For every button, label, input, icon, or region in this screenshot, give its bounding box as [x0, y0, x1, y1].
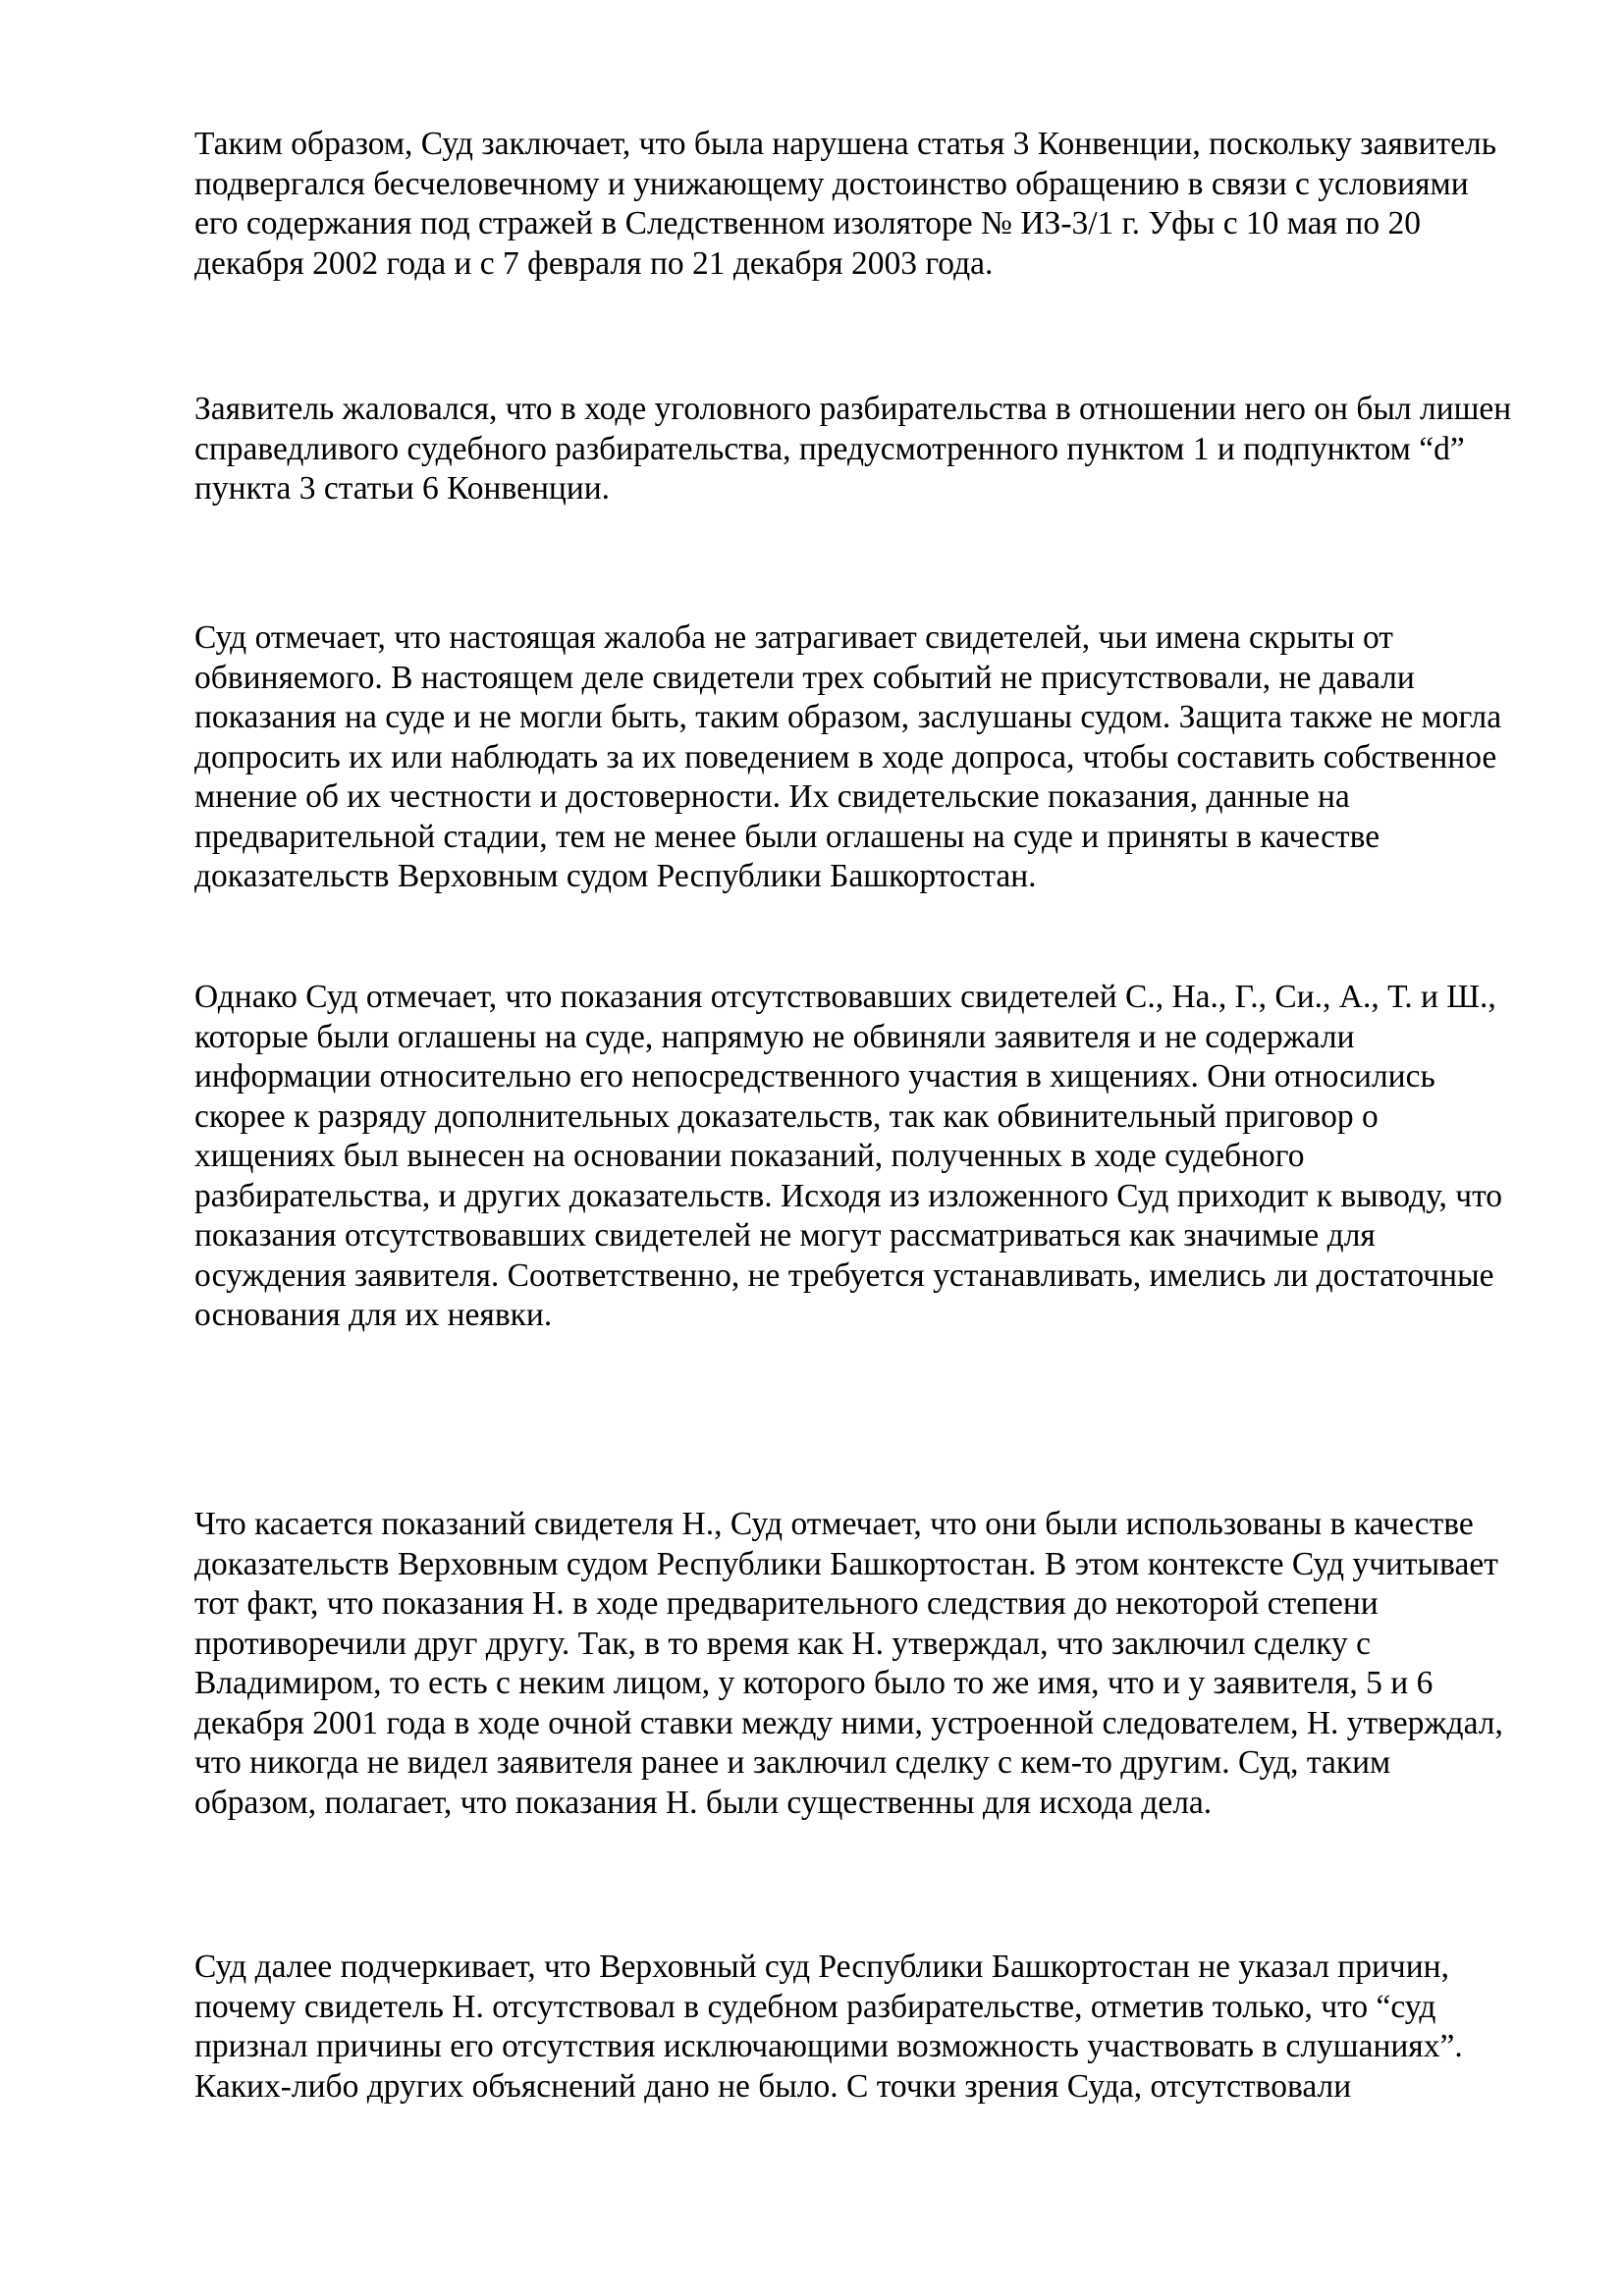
text-line: Суд далее подчеркивает, что Верховный суд Республики Башкортостан не указал причин,	[194, 1949, 1449, 1985]
text-line: образом, полагает, что показания Н. были существенны для исхода дела.	[194, 1784, 1213, 1821]
text-line: допросить их или наблюдать за их поведением в ходе допроса, чтобы составить собственное	[194, 738, 1497, 775]
text-line: Владимиром, то есть с неким лицом, у которого было то же имя, что и у заявителя, 5 и 6	[194, 1665, 1434, 1701]
text-line: пункта 3 статьи 6 Конвенции.	[194, 470, 611, 507]
text-line: показания отсутствовавших свидетелей не могут рассматриваться как значимые для	[194, 1217, 1376, 1254]
text-line: Суд отмечает, что настоящая жалоба не затрагивает свидетелей, чьи имена скрыты от	[194, 619, 1393, 656]
paragraph-absent-witness-statements	[194, 978, 1549, 1336]
paragraph-witnesses-absent	[194, 618, 1549, 897]
paragraph-witness-n-statements	[194, 1505, 1549, 1823]
text-line: хищениях был вынесен на основании показаний, полученных в ходе судебного	[194, 1138, 1305, 1174]
text-line: осуждения заявителя. Соответственно, не требуется устанавливать, имелись ли достаточные	[194, 1256, 1494, 1294]
text-line: обвиняемого. В настоящем деле свидетели трех событий не присутствовали, не давали	[194, 659, 1415, 696]
text-line: Однако Суд отмечает, что показания отсутствовавших свидетелей С., На., Г., Си., А., Т. и Ш.,	[194, 979, 1496, 1015]
text-line: его содержания под стражей в Следственном изоляторе № ИЗ-3/1 г. Уфы с 10 мая по 20	[194, 205, 1421, 241]
text-line: декабря 2002 года и с 7 февраля по 21 декабря 2003 года.	[194, 244, 994, 282]
text-line: основания для их неявки.	[194, 1297, 553, 1333]
text-line: признал причины его отсутствия исключающими возможность участвовать в слушаниях”.	[194, 2028, 1463, 2064]
text-line: скорее к разряду дополнительных доказательств, так как обвинительный приговор о	[194, 1097, 1379, 1135]
text-line: тот факт, что показания Н. в ходе предварительного следствия до некоторой степени	[194, 1585, 1379, 1622]
paragraph-supreme-court-reasons	[194, 1948, 1549, 2107]
text-line: Таким образом, Суд заключает, что была нарушена статья 3 Конвенции, поскольку заявитель	[194, 126, 1497, 162]
paragraph-article-3-conclusion	[194, 125, 1549, 284]
text-line: которые были оглашены на суде, напрямую не обвиняли заявителя и не содержали	[194, 1018, 1355, 1055]
text-line: что никогда не видел заявителя ранее и заключил сделку с кем-то другим. Суд, таким	[194, 1744, 1391, 1781]
text-line: подвергался бесчеловечному и унижающему достоинство обращению в связи с условиями	[194, 165, 1469, 202]
text-line: Каких-либо других объяснений дано не было. С точки зрения Суда, отсутствовали	[194, 2067, 1352, 2105]
text-line: почему свидетель Н. отсутствовал в судебном разбирательстве, отметив только, что “суд	[194, 1988, 1436, 2025]
text-line: предварительной стадии, тем не менее были оглашены на суде и приняты в качестве	[194, 818, 1380, 855]
text-line: показания на суде и не могли быть, таким образом, заслушаны судом. Защита также не могла	[194, 699, 1502, 735]
text-line: противоречили друг другу. Так, в то время как Н. утверждал, что заключил сделку с	[194, 1625, 1372, 1662]
paragraph-article-6-complaint	[194, 390, 1549, 509]
text-line: информации относительно его непосредственного участия в хищениях. Они относились	[194, 1058, 1435, 1095]
text-line: мнение об их честности и достоверности. Их свидетельские показания, данные на	[194, 778, 1350, 815]
text-line: разбирательства, и других доказательств. Исходя из изложенного Суд приходит к выводу, что	[194, 1177, 1503, 1214]
text-line: Что касается показаний свидетеля Н., Суд отмечает, что они были использованы в качестве	[194, 1506, 1474, 1542]
text-line: Заявитель жаловался, что в ходе уголовного разбирательства в отношении него он был лишен	[194, 391, 1512, 427]
text-line: доказательств Верховным судом Республики Башкортостан. В этом контексте Суд учитывает	[194, 1545, 1498, 1582]
text-line: доказательств Верховным судом Республики Башкортостан.	[194, 858, 1037, 894]
text-line: справедливого судебного разбирательства, предусмотренного пунктом 1 и подпунктом “d”	[194, 430, 1465, 467]
text-line: декабря 2001 года в ходе очной ставки между ними, устроенной следователем, Н. утверждал,	[194, 1704, 1503, 1741]
